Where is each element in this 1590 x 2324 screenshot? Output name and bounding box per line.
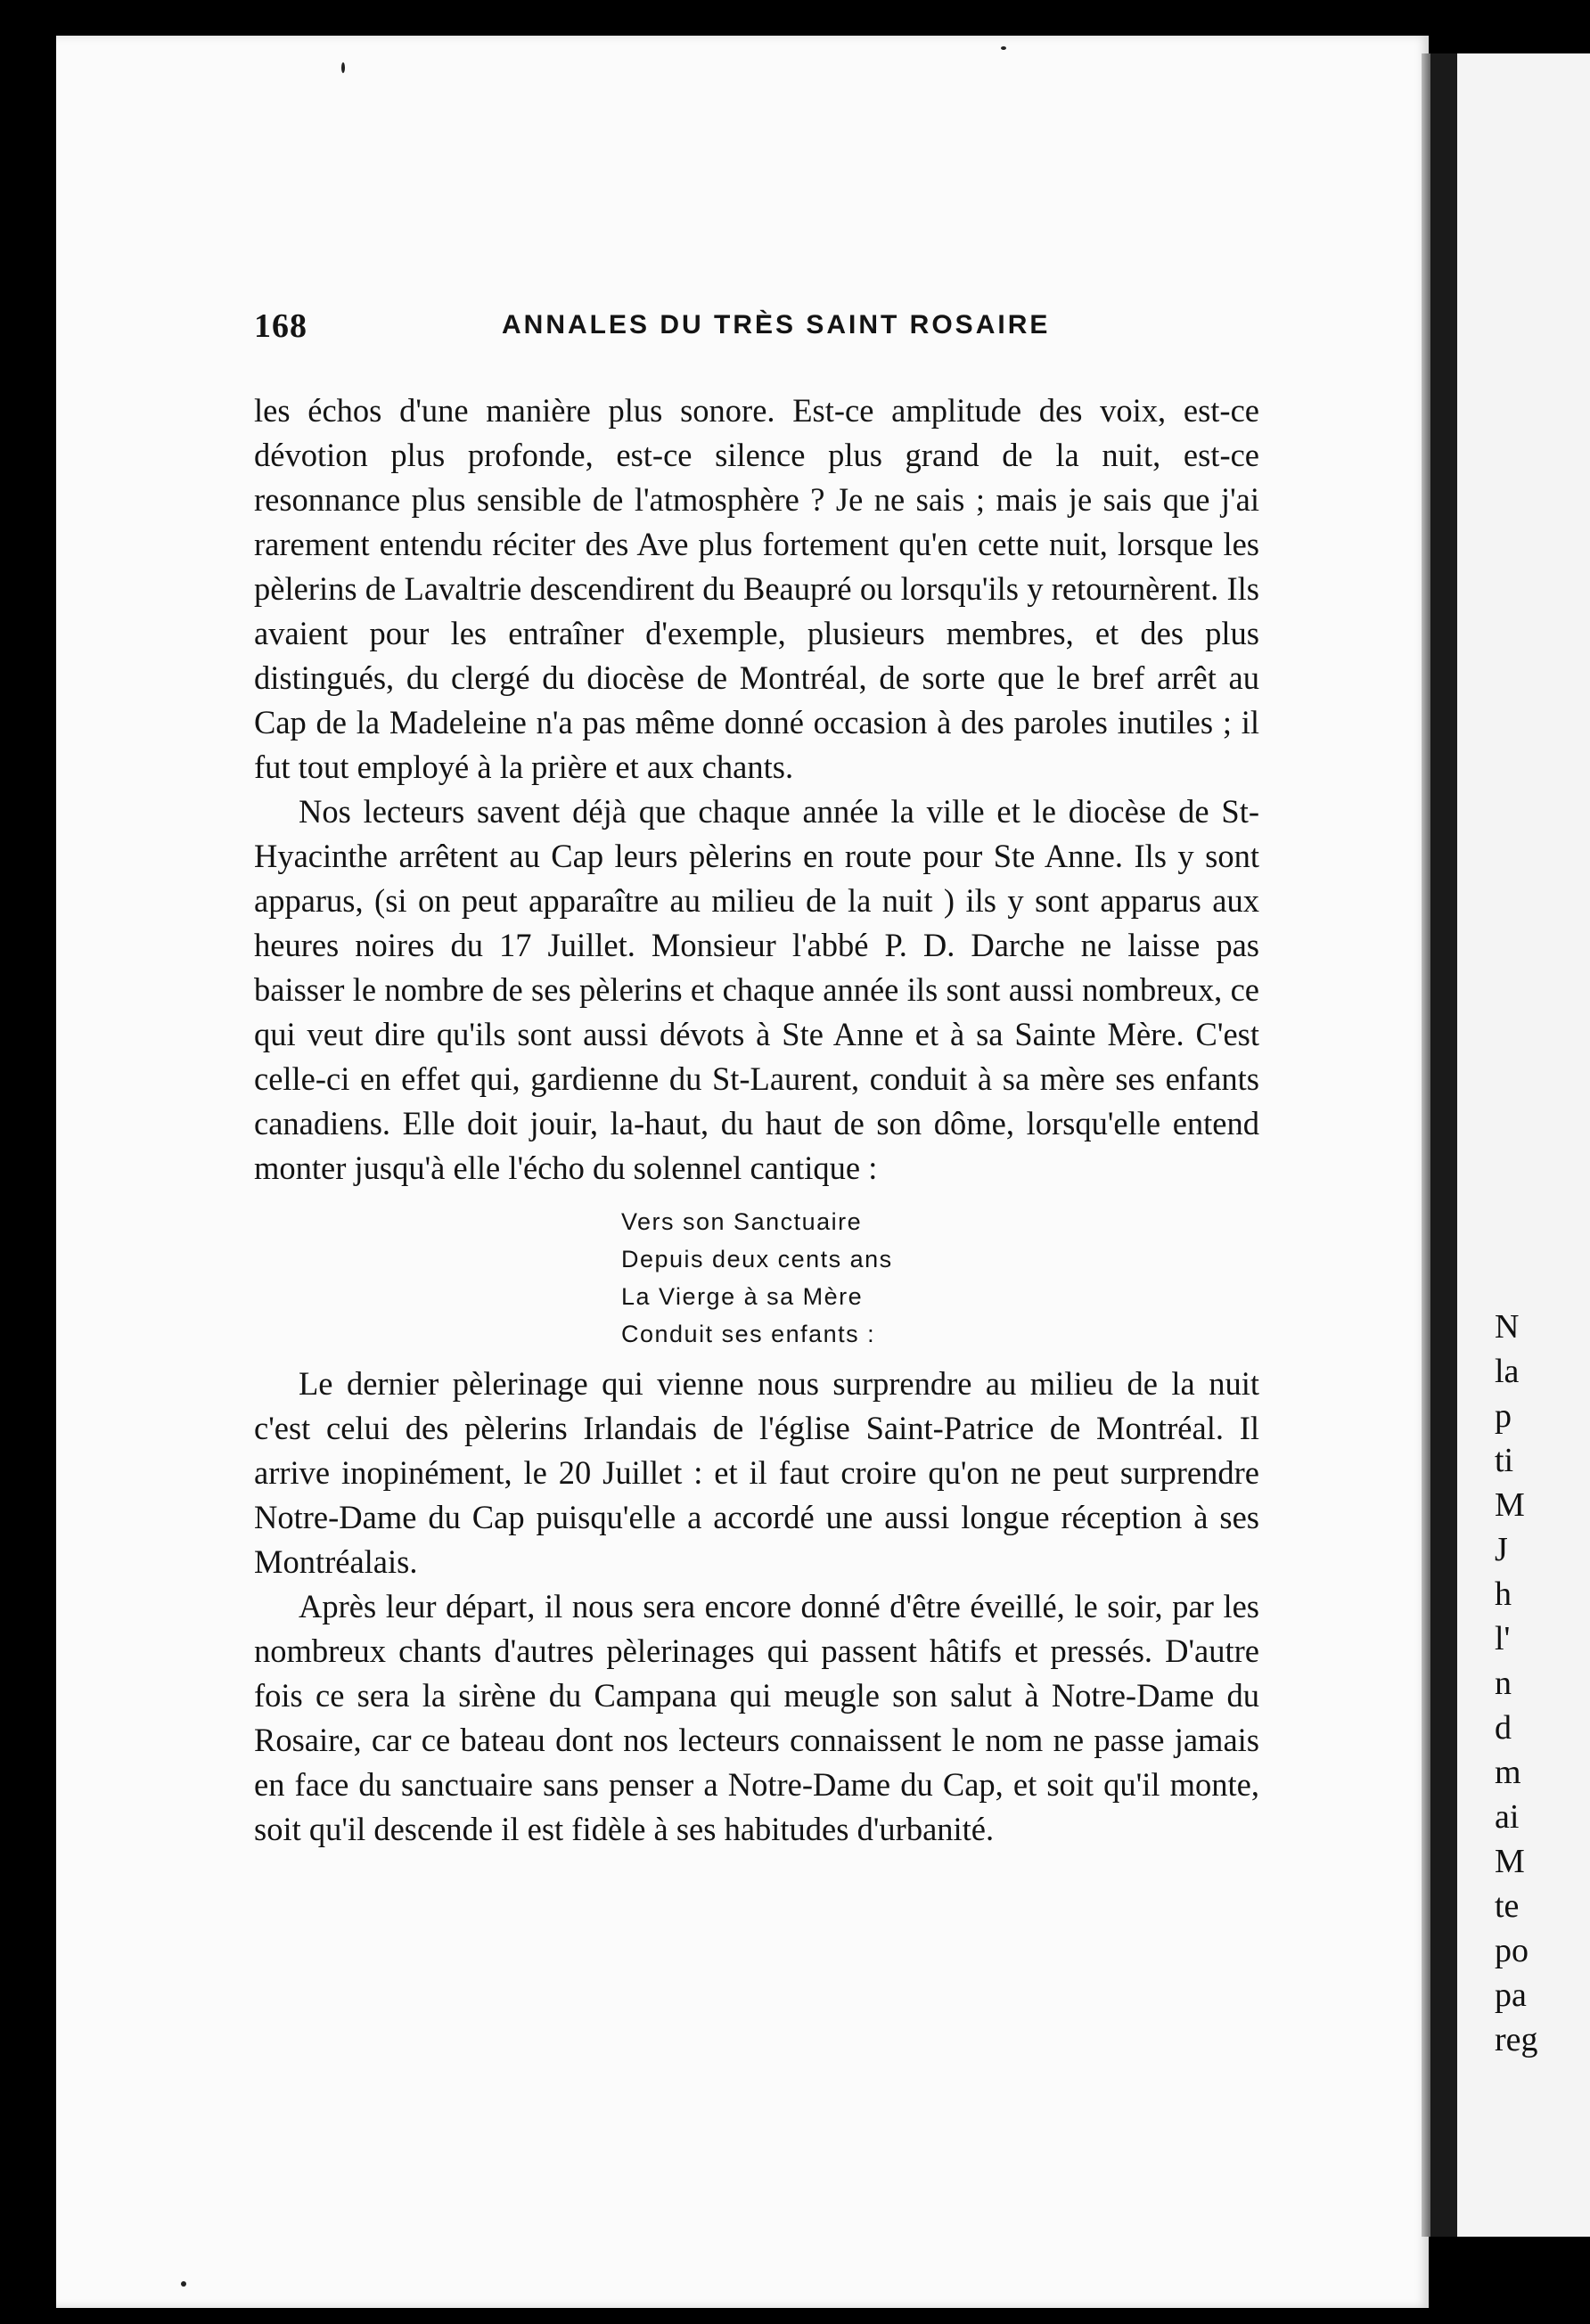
verse-line: Conduit ses enfants : bbox=[621, 1321, 876, 1347]
fragment: po bbox=[1495, 1932, 1529, 1969]
fragment: reg bbox=[1495, 2021, 1538, 2058]
fragment: te bbox=[1495, 1887, 1520, 1925]
running-head bbox=[199, 307, 1259, 360]
verse-quote bbox=[621, 1203, 1259, 1353]
fragment: p bbox=[1495, 1397, 1512, 1435]
adjacent-page-edge bbox=[1430, 53, 1590, 2237]
verse-line: Vers son Sanctuaire bbox=[621, 1208, 863, 1235]
fragment: pa bbox=[1495, 1976, 1527, 2014]
paragraph: Après leur départ, il nous sera encore donné d'être éveillé, le soir, par les nombreux chants d'autres pèlerinages qui passent hâtifs et pressés. D'autre fois ce sera la sirène du Campana qui meugle son salut à Notre-Dame du Rosaire, car ce bateau dont nos lecteurs connaissent le nom ne passe jamais en face du sanctuaire sans penser a Notre-Dame du Cap, et soit qu'il monte, soit qu'il descende il est fidèle à ses habitudes d'urbanité. bbox=[254, 1588, 1259, 1847]
page-number: 168 bbox=[254, 307, 307, 345]
fragment: h bbox=[1495, 1575, 1512, 1613]
verse-line: Depuis deux cents ans bbox=[621, 1246, 893, 1272]
fragment: N bbox=[1495, 1308, 1520, 1346]
fragment: M bbox=[1495, 1486, 1525, 1524]
body-text bbox=[254, 389, 1259, 1852]
fragment: m bbox=[1495, 1754, 1521, 1791]
fragment: ti bbox=[1495, 1442, 1514, 1479]
fragment: ai bbox=[1495, 1798, 1520, 1836]
verse-line: La Vierge à sa Mère bbox=[621, 1283, 864, 1310]
paragraph: Nos lecteurs savent déjà que chaque année la ville et le diocèse de St-Hyacinthe arrêtent au Cap leurs pèlerins en route pour Ste Anne. Ils y sont apparus, (si on peut apparaître au milieu de la nuit ) ils y sont apparus aux heures noires du 17 Juillet. Monsieur l'abbé P. D. Darche ne laisse pas baisser le nombre de ses pèlerins et chaque année ils sont aussi nombreux, ce qui veut dire qu'ils sont aussi dévots à Ste Anne et à sa Sainte Mère. C'est celle-ci en effet qui, gardienne du St-Laurent, conduit à sa mère ses enfants canadiens. Elle doit jouir, la-haut, du haut de son dôme, lorsqu'elle entend monter jusqu'à elle l'écho du solennel cantique : bbox=[254, 793, 1259, 1186]
page-content bbox=[199, 307, 1259, 1852]
fragment: l' bbox=[1495, 1620, 1511, 1657]
fragment: la bbox=[1495, 1353, 1520, 1390]
running-title: ANNALES DU TRÈS SAINT ROSAIRE bbox=[502, 310, 1051, 340]
fragment: J bbox=[1495, 1531, 1508, 1568]
fragment: M bbox=[1495, 1843, 1525, 1880]
fragment: d bbox=[1495, 1709, 1512, 1747]
paragraph: les échos d'une manière plus sonore. Est-ce amplitude des voix, est-ce dévotion plus profonde, est-ce silence plus grand de la nuit, est-ce resonnance plus sensible de l'atmosphère ? Je ne sais ; mais je sais que j'ai rarement entendu réciter des Ave plus fortement qu'en cette nuit, lorsque les pèlerins de Lavaltrie descendirent du Beaupré ou lorsqu'ils y retournèrent. Ils avaient pour les entraîner d'exemple, plusieurs membres, et des plus distingués, du clergé du diocèse de Montréal, de sorte que le bref arrêt au Cap de la Madeleine n'a pas même donné occasion à des paroles inutiles ; il fut tout employé à la prière et aux chants. bbox=[254, 392, 1259, 785]
fragment: n bbox=[1495, 1665, 1512, 1702]
paragraph: Le dernier pèlerinage qui vienne nous surprendre au milieu de la nuit c'est celui des pèlerins Irlandais de l'église Saint-Patrice de Montréal. Il arrive inopinément, le 20 Juillet : et il faut croire qu'on ne peut surprendre Notre-Dame du Cap puisqu'elle a accordé une aussi longue réception à ses Montréalais. bbox=[254, 1365, 1259, 1580]
